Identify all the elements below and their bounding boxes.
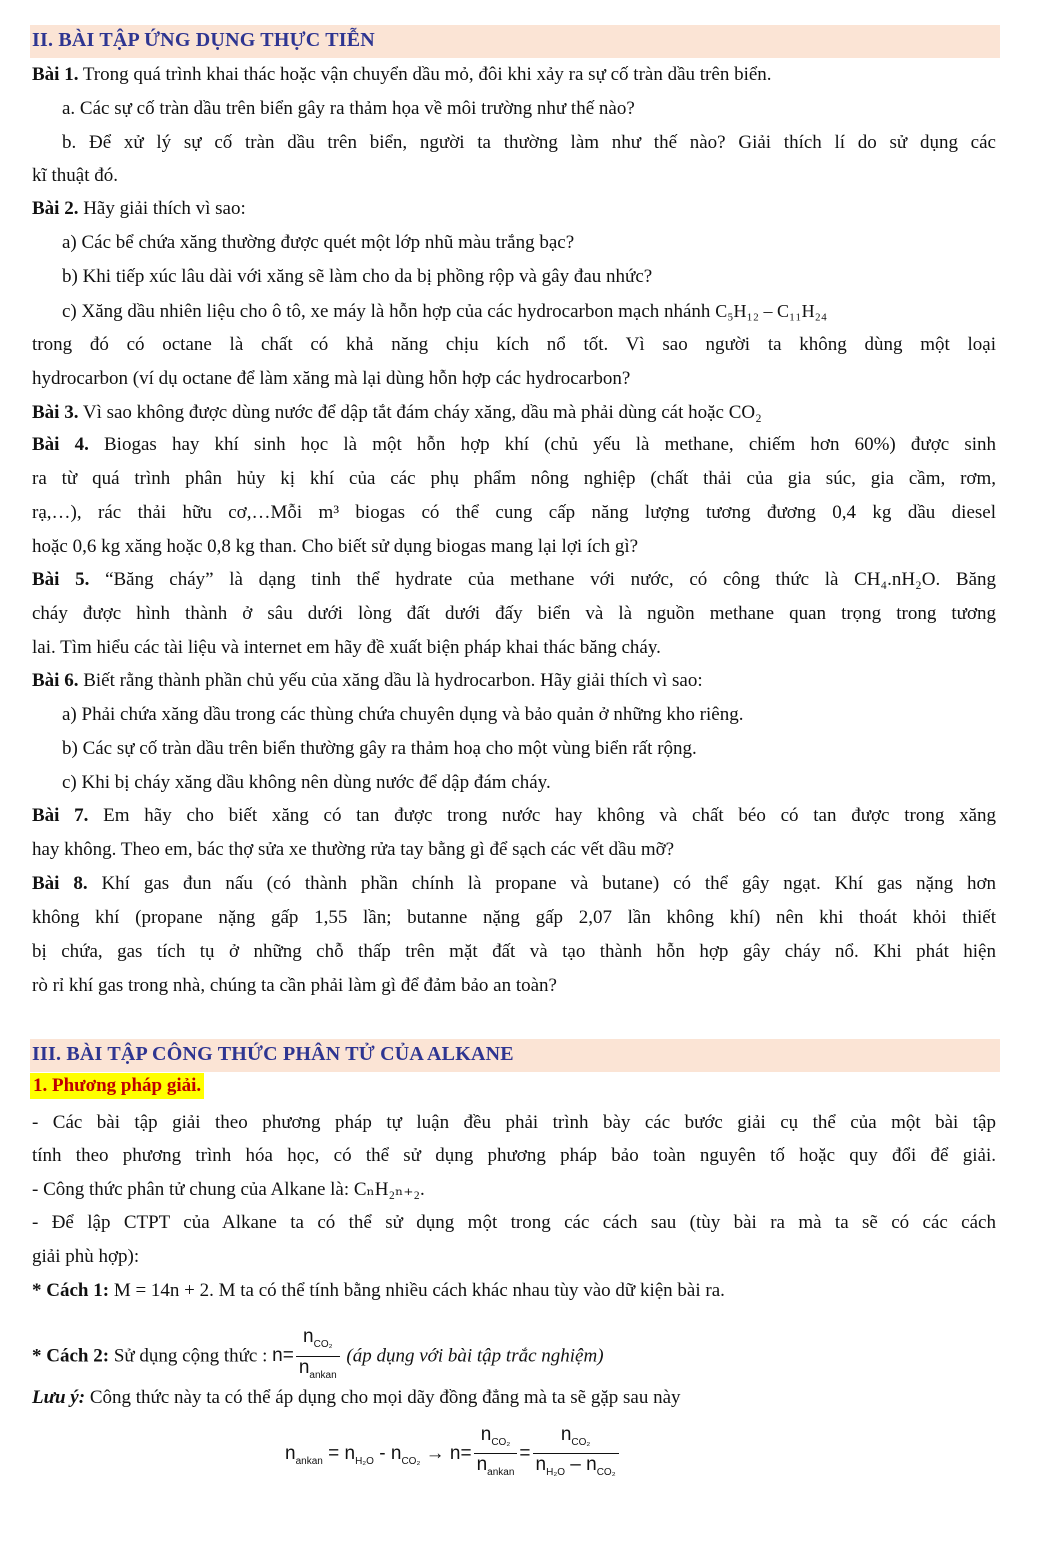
- eq-sub-co2: CO₂: [571, 1436, 591, 1448]
- exercise-3-text: Vì sao không được dùng nước để dập tắt đám cháy xăng, dầu mà phải dùng cát hoặc CO₂: [78, 402, 762, 423]
- exercise-1b-line1: b. Để xử lý sự cố tràn dầu trên biển, người ta thường làm như thế nào? Giải thích lí do sử dụng các: [62, 132, 996, 153]
- mole-ratio-formula: n= $\frac{n_{CO_2}}{n_{ankan}}$: [272, 1345, 342, 1366]
- exercise-1b-line2: kĩ thuật đó.: [32, 165, 119, 186]
- exercise-5-line2: cháy được hình thành ở sâu dưới lòng đất dưới đấy biển và là nguồn methane quan trọng trong tương: [32, 603, 996, 624]
- exercise-5-label: Bài 5.: [32, 569, 90, 590]
- exercise-4-text: Biogas hay khí sinh học là một hỗn hợp khí (chủ yếu là methane, chiếm hơn 60%) được sinh: [88, 434, 997, 455]
- exercise-8-text: Khí gas đun nấu (có thành phần chính là propane và butane) có thể gây ngạt. Khí gas nặng hơn: [87, 873, 996, 894]
- method-paragraph-3-line2: giải phù hợp):: [32, 1246, 140, 1267]
- note-label: Lưu ý:: [32, 1387, 86, 1408]
- formula-numerator-sub: CO₂: [313, 1338, 333, 1350]
- eq-fraction-1: $\frac{n_{CO_2}}{n_{ankan}}$: [474, 1424, 518, 1485]
- exercise-7-label: Bài 7.: [32, 805, 89, 826]
- method-1-text: M = 14n + 2. M ta có thể tính bằng nhiều cách khác nhau tùy vào dữ kiện bài ra.: [109, 1280, 725, 1301]
- exercise-5-line3: lai. Tìm hiểu các tài liệu và internet em hãy đề xuất biện pháp khai thác băng cháy.: [32, 637, 661, 658]
- alkane-general-formula: - Công thức phân tử chung của Alkane là: CₙH₂ₙ₊₂.: [32, 1179, 425, 1200]
- exercise-1-text: Trong quá trình khai thác hoặc vận chuyển dầu mỏ, đôi khi xảy ra sự cố tràn dầu trên biển.: [78, 64, 772, 85]
- exercise-1a: a. Các sự cố tràn dầu trên biển gây ra thảm họa về môi trường như thế nào?: [62, 98, 635, 119]
- exercise-4-line4: hoặc 0,6 kg xăng hoặc 0,8 kg than. Cho biết sử dụng biogas mang lại lợi ích gì?: [32, 536, 639, 557]
- exercise-6b: b) Các sự cố tràn dầu trên biển thường gây ra thảm hoạ cho một vùng biển rất rộng.: [62, 738, 697, 759]
- exercise-8-line2: không khí (propane nặng gấp 1,55 lần; butanne nặng gấp 2,07 lần không khí) nên khi thoát khỏi thiết: [32, 907, 996, 928]
- method-paragraph-1-line2: tính theo phương trình hóa học, có thể sử dụng phương pháp bảo toàn nguyên tố hoặc quy đổi để giải.: [32, 1145, 996, 1166]
- exercise-1-label: Bài 1.: [32, 64, 79, 85]
- eq-arrow: →: [425, 1443, 445, 1464]
- exercise-4-line2: ra từ quá trình phân hủy kị khí của các phụ phẩm nông nghiệp (chất thải của gia súc, gia cầm, rơm,: [32, 468, 996, 489]
- exercise-7-text: Em hãy cho biết xăng có tan được trong nước hay không và chất béo có tan được trong xăng: [88, 805, 996, 826]
- exercise-6a: a) Phải chứa xăng dầu trong các thùng chứa chuyên dụng và bảo quản ở những kho riêng.: [62, 704, 744, 725]
- method-subtitle: 1. Phương pháp giải.: [30, 1073, 204, 1099]
- section-3-title: III. BÀI TẬP CÔNG THỨC PHÂN TỬ CỦA ALKANE: [32, 1043, 514, 1065]
- note-text: Công thức này ta có thể áp dụng cho mọi dãy đồng đẳng mà ta sẽ gặp sau này: [85, 1387, 681, 1408]
- exercise-6: [32, 669, 703, 693]
- exercise-2c-line1: [62, 299, 827, 323]
- exercise-2-label: Bài 2.: [32, 198, 79, 219]
- eq-sub-h2o: H₂O: [355, 1455, 374, 1467]
- exercise-4-line3: rạ,…), rác thải hữu cơ,…Mỗi m³ biogas có thể cung cấp năng lượng tương đương 0,4 kg dầu diesel: [32, 502, 996, 523]
- exercise-6c: c) Khi bị cháy xăng dầu không nên dùng nước để dập đám cháy.: [62, 772, 551, 793]
- exercise-2-text: Hãy giải thích vì sao:: [78, 198, 246, 219]
- exercise-6-label: Bài 6.: [32, 670, 79, 691]
- method-1-label: * Cách 1:: [32, 1280, 110, 1301]
- eq-minus: -: [379, 1443, 386, 1464]
- exercise-8-line4: rò rỉ khí gas trong nhà, chúng ta cần phải làm gì để đảm bảo an toàn?: [32, 975, 557, 996]
- exercise-8-line1: [32, 872, 996, 896]
- eq-equals: =: [460, 1443, 472, 1464]
- exercise-7-line2: hay không. Theo em, bác thợ sửa xe thường rửa tay bằng gì để sạch các vết dầu mỡ?: [32, 839, 675, 860]
- method-2-label: * Cách 2:: [32, 1345, 110, 1367]
- hydrocarbon-range-formula: C₅H₁₂ – C₁₁H₂₄: [715, 301, 828, 321]
- exercise-4-line1: [32, 433, 996, 457]
- formula-fraction: $\frac{n_{CO_2}}{n_{ankan}}$: [296, 1326, 340, 1387]
- exercise-3: [32, 401, 762, 425]
- eq-fraction-2: $\frac{n_{CO_2}}{n_{H_2O} - n_{CO_2}}$: [533, 1424, 619, 1485]
- exercise-2: [32, 197, 246, 221]
- note: [32, 1386, 681, 1410]
- method-2-text: Sử dụng cộng thức :: [109, 1345, 273, 1367]
- eq-sub-ankan: ankan: [295, 1455, 323, 1467]
- formula-denominator-sub: ankan: [309, 1369, 337, 1381]
- section-2-title: II. BÀI TẬP ỨNG DỤNG THỰC TIỄN: [32, 29, 375, 51]
- exercise-3-label: Bài 3.: [32, 402, 79, 423]
- exercise-1: [32, 63, 772, 87]
- method-2-note: (áp dụng với bài tập trắc nghiệm): [341, 1345, 604, 1367]
- eq-equals: =: [328, 1443, 340, 1464]
- eq-sub-h2o: H₂O: [546, 1467, 565, 1479]
- method-1: [32, 1279, 725, 1303]
- exercise-5-text: “Băng cháy” là dạng tinh thể hydrate của methane với nước, có công thức là CH₄.nH₂O. Băng: [89, 569, 996, 590]
- exercise-7-line1: [32, 804, 996, 828]
- exercise-4-label: Bài 4.: [32, 434, 89, 455]
- method-paragraph-1-line1: - Các bài tập giải theo phương pháp tự luận đều phải trình bày các bước giải cụ thể của một bài tập: [32, 1112, 996, 1133]
- eq-sub-co2: CO₂: [596, 1467, 616, 1479]
- exercise-5-line1: [32, 568, 996, 592]
- exercise-6-text: Biết rằng thành phần chủ yếu của xăng dầu là hydrocarbon. Hãy giải thích vì sao:: [78, 670, 703, 691]
- method-paragraph-3-line1: - Để lập CTPT của Alkane ta có thể sử dụng một trong các cách sau (tùy bài ra mà ta sẽ có các cách: [32, 1212, 996, 1233]
- exercise-2b: b) Khi tiếp xúc lâu dài với xăng sẽ làm cho da bị phồng rộp và gây đau nhức?: [62, 266, 653, 287]
- eq-equals: =: [519, 1443, 531, 1464]
- exercise-8-line3: bị chứa, gas tích tụ ở những chỗ thấp trên mặt đất và tạo thành hỗn hợp gây cháy nổ. Khi phát hiện: [32, 941, 996, 962]
- method-2: [32, 1326, 604, 1381]
- exercise-2c-line3: hydrocarbon (ví dụ octane để làm xăng mà lại dùng hỗn hợp các hydrocarbon?: [32, 368, 631, 389]
- eq-sub-co2: CO₂: [401, 1455, 421, 1467]
- eq-sub-ankan: ankan: [487, 1467, 515, 1479]
- formula-n: n: [272, 1345, 283, 1367]
- exercise-2a: a) Các bể chứa xăng thường được quét một lớp nhũ màu trắng bạc?: [62, 232, 575, 253]
- eq-sub-co2: CO₂: [491, 1436, 511, 1448]
- alkane-mole-equation: $n_{ankan} = n_{H_2O} - n_{CO_2} \to n=$ $\frac{n_{CO_2}}{n_{ankan}}$ = $\frac{n_{CO_2}}{n_{H_2O} - n_{CO_2}}$: [285, 1422, 621, 1486]
- exercise-2c-line2: trong đó có octane là chất có khả năng chịu kích nổ tốt. Vì sao người ta không dùng một loại: [32, 334, 996, 355]
- exercise-2c-text: c) Xăng dầu nhiên liệu cho ô tô, xe máy là hỗn hợp của các hydrocarbon mạch nhánh: [62, 301, 716, 322]
- exercise-8-label: Bài 8.: [32, 873, 88, 894]
